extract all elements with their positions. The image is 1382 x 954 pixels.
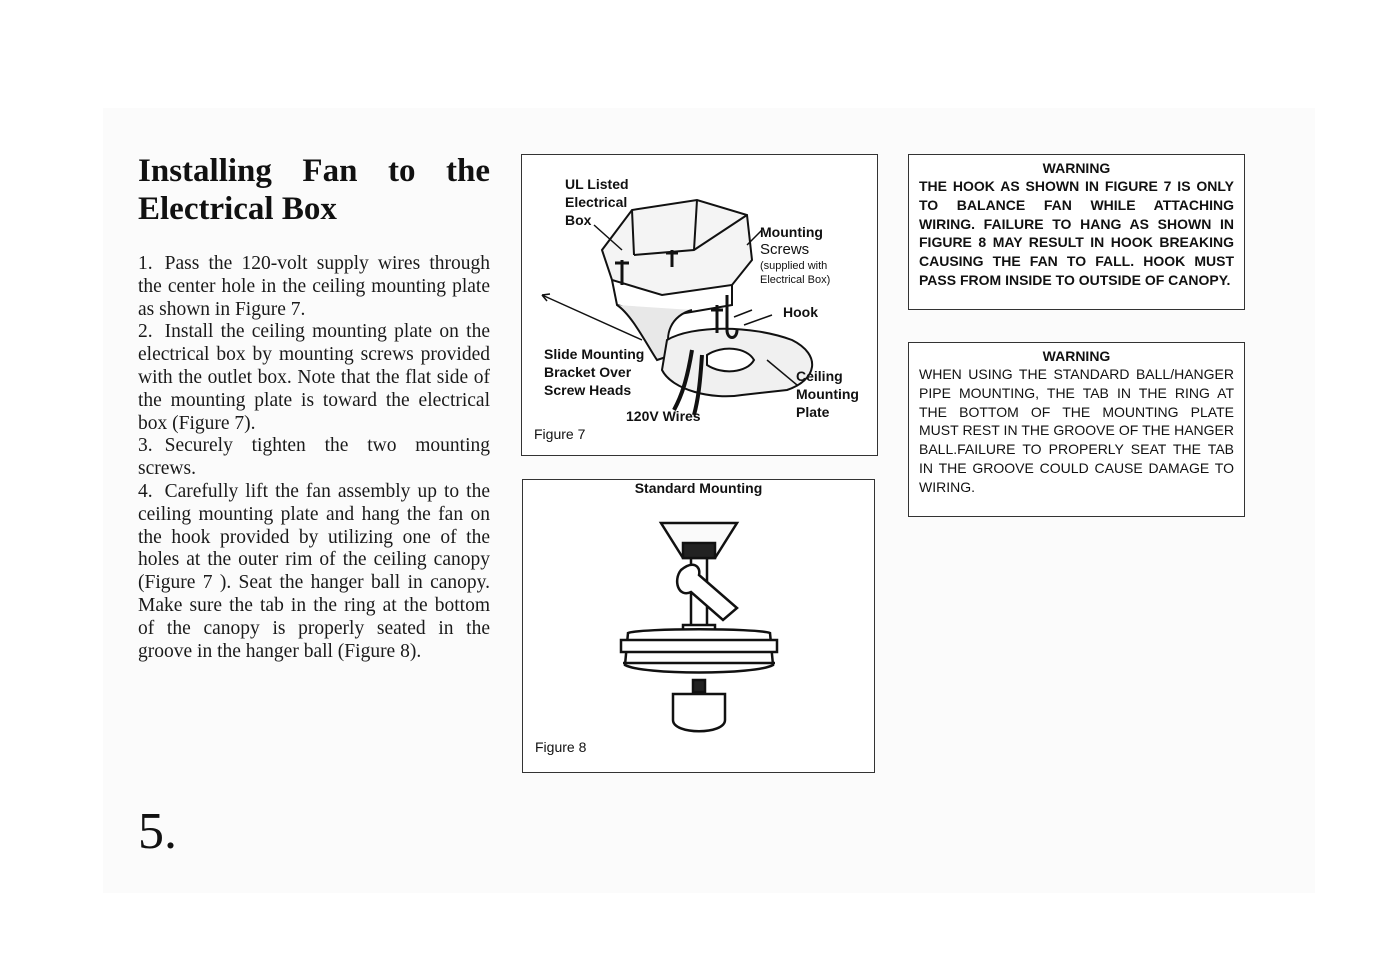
heading-word: to (387, 153, 416, 189)
step-text: Pass the 120-volt supply wires through the center hole in the ceiling mounting plate as shown in Figure 7. (138, 253, 490, 320)
page-number: 5. (138, 803, 177, 860)
step-number: 1. (138, 253, 153, 274)
step-1 (138, 253, 490, 321)
figure-7 (521, 154, 878, 456)
label-ul-electrical-box: UL Listed Electrical Box (565, 176, 629, 228)
step-text: Securely tighten the two mounting screws. (138, 435, 490, 480)
step-4 (138, 481, 490, 663)
step-number: 2. (138, 321, 153, 343)
standard-mounting-illustration (523, 480, 874, 772)
step-text: Carefully lift the fan assembly up to the ceiling mounting plate and hang the fan on the hook provided by utilizing one of the holes at the outer rim of the ceiling canopy (Figure 7 ). Seat the hanger ball in canopy. Make sure the tab in the ring at the bottom of the canopy is properly seated in the groove in the hanger ball (Figure 8). (138, 480, 490, 662)
step-2 (138, 321, 490, 435)
warning-box-standard-mounting (908, 342, 1245, 517)
step-text: Install the ceiling mounting plate on the electrical box by mounting screws provided with the outlet box. Note that the flat side of the mounting plate is toward the electrical box (Figure 7). (138, 321, 490, 434)
label-hook: Hook (783, 304, 818, 320)
heading-word: the (446, 153, 490, 189)
step-3 (138, 435, 490, 481)
warning-text: WHEN USING THE STANDARD BALL/HANGER PIPE MOUNTING, THE TAB IN THE RING AT THE BOTTOM OF THE MOUNTING PLATE MUST REST IN THE GROOVE OF THE HANGER BALL.FAILURE TO PROPERLY SEAT THE TAB IN THE GROOVE COULD CAUSE DAMAGE TO WIRING. (919, 366, 1234, 495)
label-120v-wires: 120V Wires (626, 408, 701, 424)
warning-title: WARNING (1042, 160, 1111, 176)
step-number: 4. (138, 480, 153, 502)
label-screws: Screws (760, 241, 810, 258)
heading-line-1 (138, 152, 490, 190)
figure-8-caption: Figure 8 (535, 739, 587, 755)
warning-text: THE HOOK AS SHOWN IN FIGURE 7 IS ONLY TO BALANCE FAN WHILE ATTACHING WIRING. FAILURE TO HANG AS SHOWN IN FIGURE 8 MAY RESULT IN HOOK BREAKING CAUSING THE FAN TO FALL. HOOK MUST PASS FROM INSIDE TO OUTSIDE OF CANOPY. (919, 178, 1234, 288)
heading-word: Fan (302, 153, 358, 189)
label-supplied-with-box: (supplied with Electrical Box) (760, 260, 831, 286)
label-ceiling-mounting-plate: Ceiling Mounting Plate (796, 368, 859, 420)
heading-line-2: Electrical Box (138, 191, 337, 227)
instruction-steps (138, 253, 490, 663)
warning-box-hook (908, 154, 1245, 310)
figure-8 (522, 479, 875, 773)
warning-title: WARNING (1042, 348, 1111, 364)
figure-7-caption: Figure 7 (534, 426, 586, 442)
label-slide-mounting-bracket: Slide Mounting Bracket Over Screw Heads (544, 346, 645, 398)
figure-8-title: Standard Mounting (634, 480, 763, 496)
heading-word: Installing (138, 153, 272, 189)
section-heading (138, 152, 490, 228)
label-mounting: Mounting (760, 224, 823, 240)
step-number: 3. (138, 435, 153, 457)
